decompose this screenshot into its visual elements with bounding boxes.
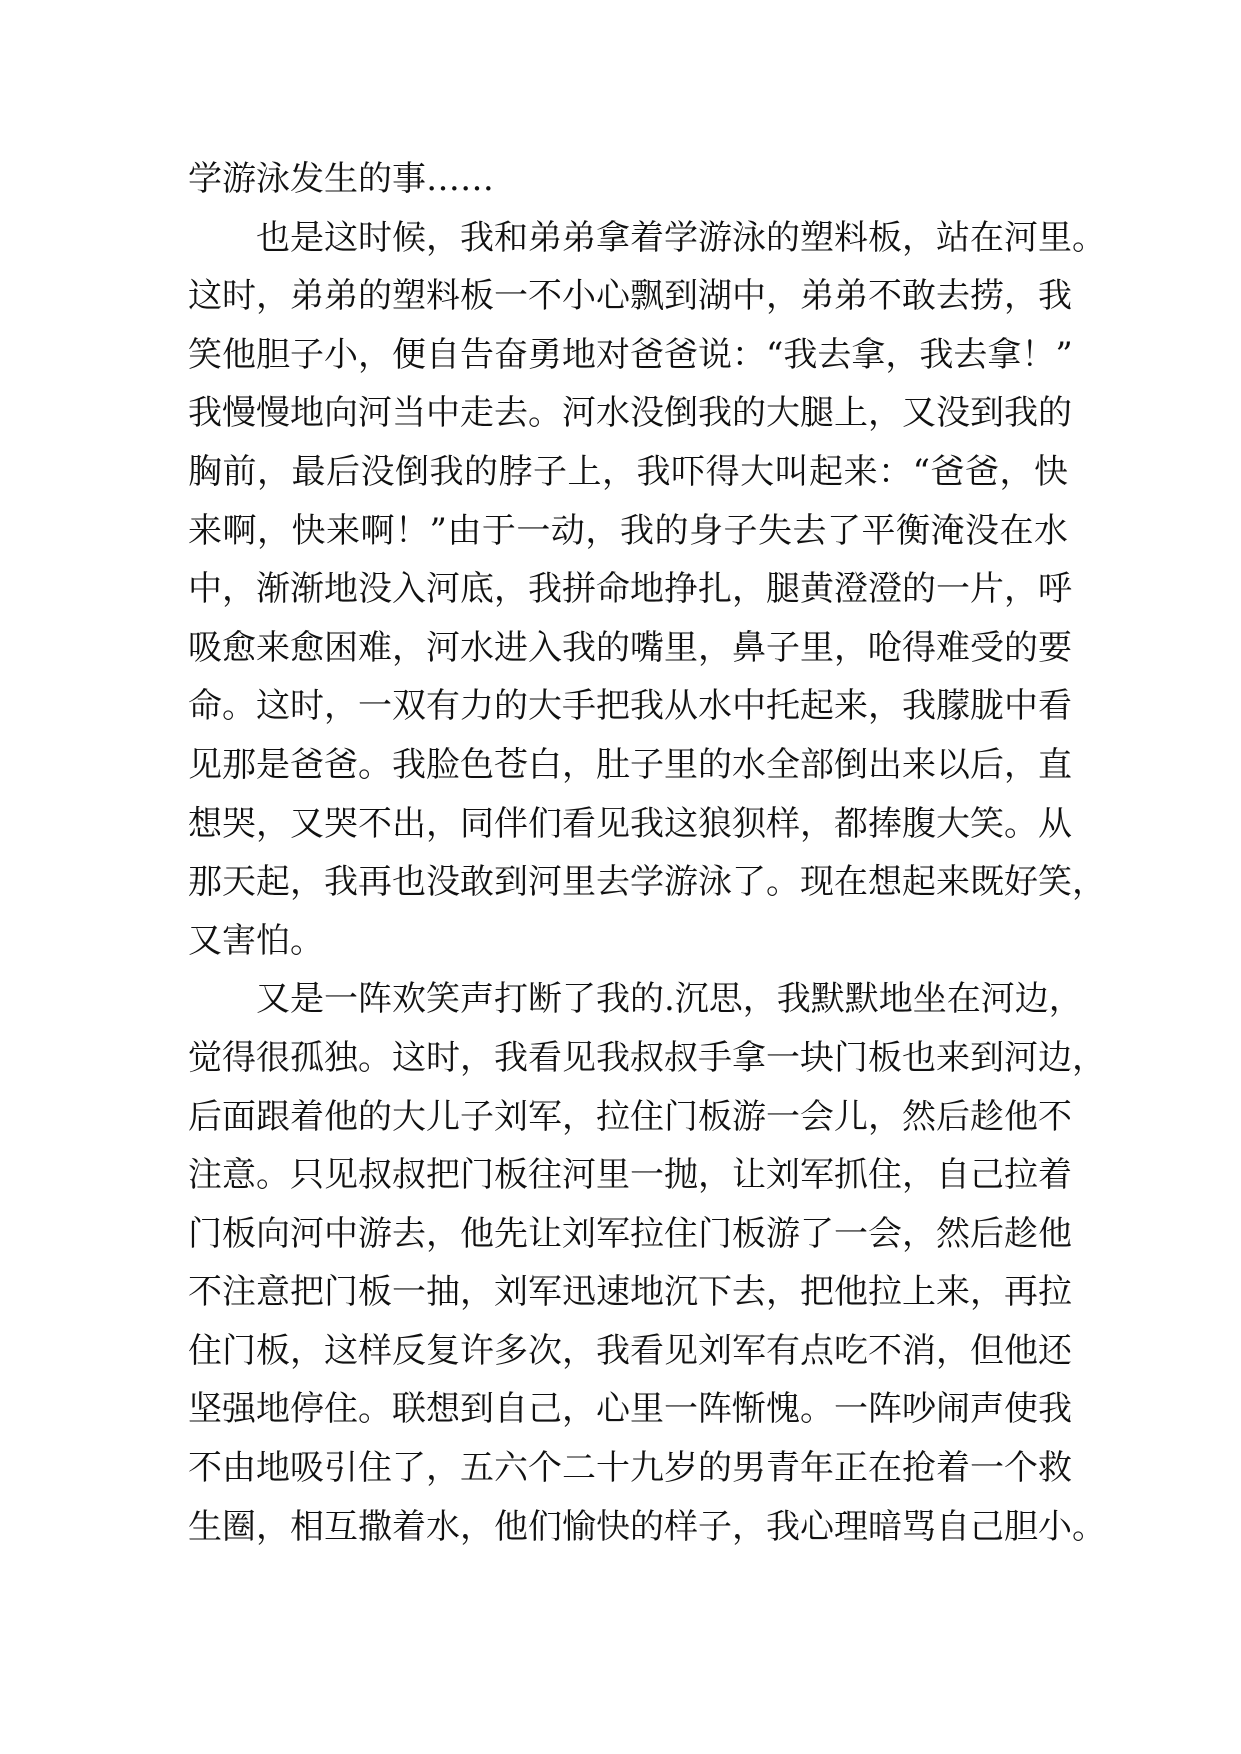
text-line: 坚强地停住。联想到自己，心里一阵惭愧。一阵吵闹声使我 [188,1389,1072,1430]
text-line: 笑他胆子小，便自告奋勇地对爸爸说：“我去拿，我去拿！” [188,334,1073,375]
text-line: 想哭，又哭不出，同伴们看见我这狼狈样，都捧腹大笑。从 [188,803,1072,844]
text-line: 不注意把门板一抽，刘军迅速地沉下去，把他拉上来，再拉 [188,1272,1072,1313]
text-line: 那天起，我再也没敢到河里去学游泳了。现在想起来既好笑， [188,862,1106,903]
text-line: 后面跟着他的大儿子刘军，拉住门板游一会儿，然后趁他不 [188,1096,1072,1137]
text-line: 又害怕。 [188,920,324,961]
text-line: 住门板，这样反复许多次，我看见刘军有点吃不消，但他还 [188,1330,1072,1371]
text-line: 吸愈来愈困难，河水进入我的嘴里，鼻子里，呛得难受的要 [188,627,1072,668]
text-line: 注意。只见叔叔把门板往河里一抛，让刘军抓住，自己拉着 [188,1155,1072,1196]
text-line: 学游泳发生的事…… [188,159,494,199]
text-line: 也是这时候，我和弟弟拿着学游泳的塑料板，站在河里。 [256,217,1106,258]
text-line: 我慢慢地向河当中走去。河水没倒我的大腿上，又没到我的 [188,393,1072,434]
text-line: 胸前，最后没倒我的脖子上，我吓得大叫起来：“爸爸，快 [188,451,1068,492]
text-line: 中，渐渐地没入河底，我拼命地挣扎，腿黄澄澄的一片，呼 [188,569,1072,610]
text-line: 见那是爸爸。我脸色苍白，肚子里的水全部倒出来以后，直 [188,744,1072,785]
text-line: 觉得很孤独。这时，我看见我叔叔手拿一块门板也来到河边， [188,1037,1106,1078]
text-line: 生圈，相互撒着水，他们愉快的样子，我心理暗骂自己胆小。 [188,1506,1106,1547]
body-text [188,150,1106,1556]
text-line: 来啊，快来啊！”由于一动，我的身子失去了平衡淹没在水 [188,510,1068,551]
text-line: 命。这时，一双有力的大手把我从水中托起来，我朦胧中看 [188,686,1072,727]
text-line: 又是一阵欢笑声打断了我的.沉思，我默默地坐在河边， [256,979,1083,1020]
text-line: 这时，弟弟的塑料板一不小心飘到湖中，弟弟不敢去捞，我 [188,276,1072,317]
text-line: 门板向河中游去，他先让刘军拉住门板游了一会，然后趁他 [188,1213,1072,1254]
text-line: 不由地吸引住了，五六个二十九岁的男青年正在抢着一个救 [188,1448,1072,1489]
